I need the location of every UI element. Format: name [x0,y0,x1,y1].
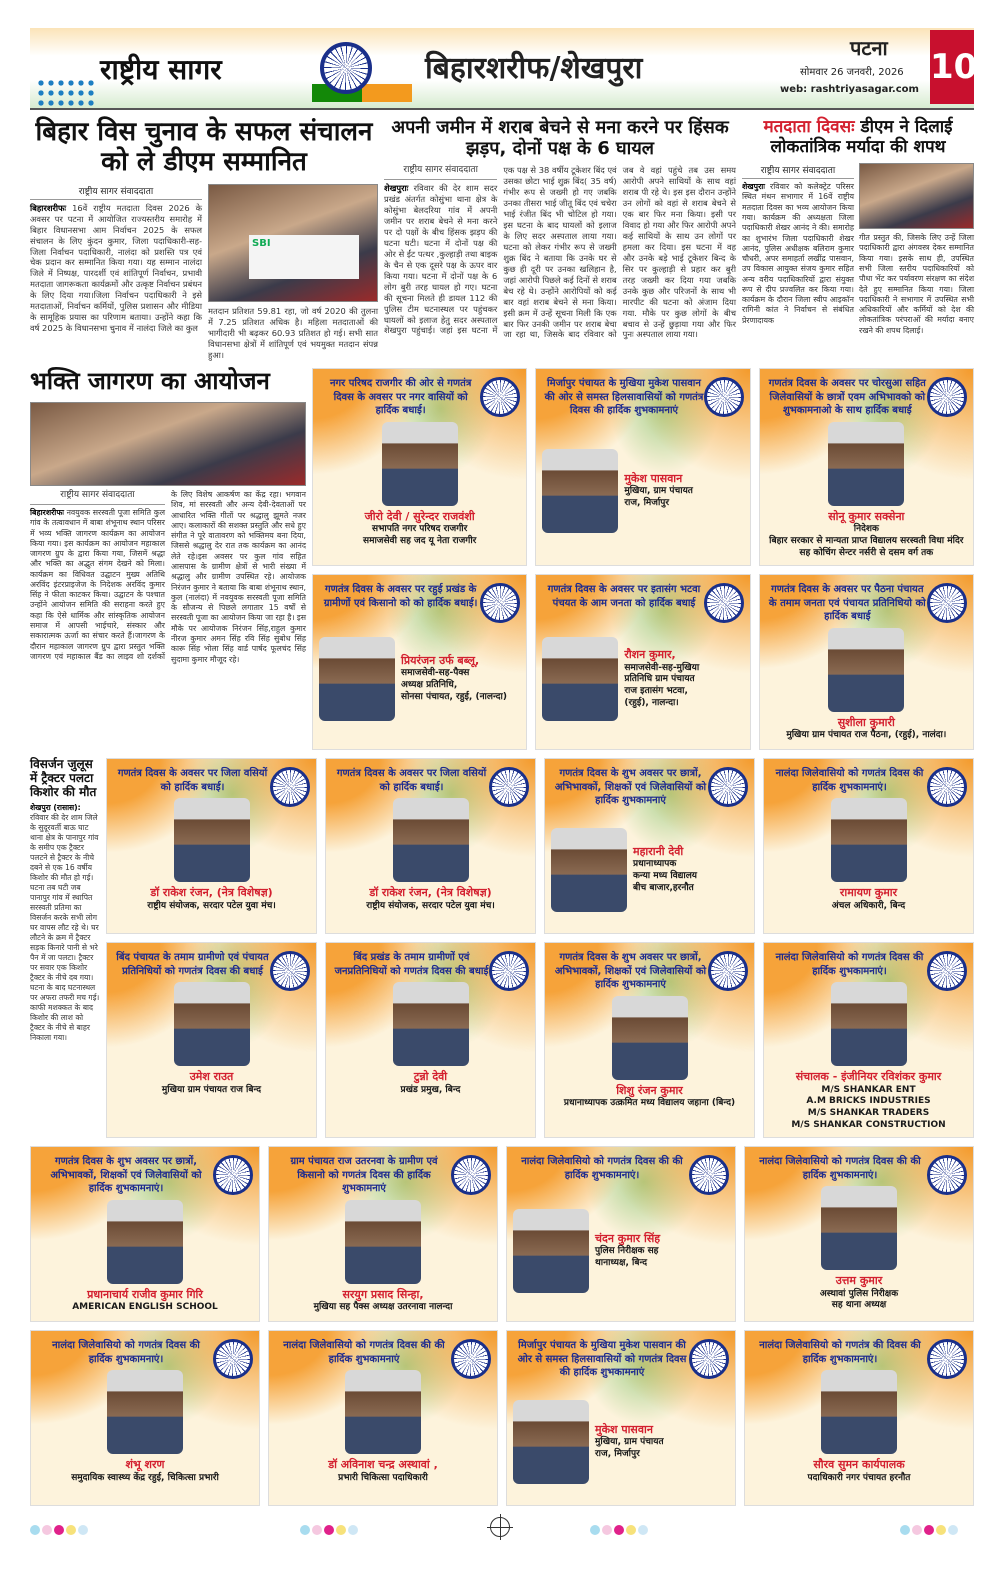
ad-content [766,628,967,744]
designation-line: AMERICAN ENGLISH SCHOOL [72,1302,218,1313]
ad-text [113,886,310,912]
body-text-cont: गीत प्रस्तुत की, जिसके लिए उन्हें जिला पदाधिकारी द्वारा अंगवस्त्र देकर सम्मानित किया गया। इसके साथ ही, उपस्थित सभी जिला स्तरीय पदाधिकारियों को पौधा भेंट कर पर्यावरण संरक्षण का संदेश देते हुए सम्मानित किया गया। जिला पदाधिकारी ने सभागार में उपस्थित सभी अधिकारियों और कर्मियों को देश की लोकतांत्रिक परंपराओं की मर्यादा बनाए रखने की शपथ दिलाई। [859,233,974,335]
ad-person-name: महारानी देवी [633,844,684,858]
section-title: बिहारशरीफ/शेखपुरा [425,51,643,86]
ad-designation [624,663,743,710]
designation-line: बिहार सरकार से मान्यता प्राप्त विद्यालय सरस्वती विधा मंदिर सह कोचिंग सेन्टर नर्सरी से दसम वर्ग तक [769,535,964,558]
designation-line: प्रखंड प्रमुख, बिन्द [400,1084,461,1095]
edition-date: सोमवार 26 जनवरी, 2026 [800,67,904,78]
ad-content [113,798,310,927]
story-voters-day [742,118,974,360]
story-dm-honour [30,118,378,360]
ad-header: गणतंत्र दिवस के अवसर पर चोरसुआ सहित जिलेवासियों के छात्रों एवम अभिभावको को शुभकामनाओ के साथ हार्दिक बधाई [768,378,926,417]
person-photo [107,1200,183,1284]
ad-designation [332,901,529,913]
color-dot [324,1525,334,1535]
designation-line: M/S SHANKAR ENT [821,1084,916,1095]
dateline: बिहारशरीफः [30,202,67,213]
ad-header: गणतंत्र दिवस के अवसर पर जिला वसियों को हार्दिक बधाई। [117,768,268,793]
ad-content [551,996,748,1132]
ad-text [595,1232,729,1270]
designation-line: (रहुई), नालन्दा। [624,697,679,708]
story-liquor-clash [384,118,736,360]
masthead [30,28,978,110]
person-photo [393,982,469,1066]
color-dot [936,1525,946,1535]
ad-header: ग्राम पंचायत राज उतरनवा के ग्रामीण एवं किसानो को गणतंत्र दिवस की हार्दिक शुभकामनाएं [290,1156,438,1195]
color-dot [948,1525,958,1535]
ad-person-name: उमेश राउत [189,1070,234,1084]
ad-content [751,1370,967,1499]
bottom-rows [30,1146,974,1506]
byline: राष्ट्रीय सागर संवाददाता [742,163,854,179]
greeting-ad [759,368,974,566]
color-dot [30,1525,40,1535]
person-photo [828,628,904,712]
designation-line: मुखिया ग्राम पंचायत राज पैठना, (रहुई), नालंदा। [786,730,947,741]
color-dot [900,1525,910,1535]
designation-line: राज, मिर्जापुर [624,497,670,508]
ad-text [624,472,743,510]
ad-header: गणतंत्र दिवस के शुभ अवसर पर छात्रों, अभिभावकों, शिक्षकों एवं जिलेवासियों को हार्दिक शुभकामनाएं। [50,1156,202,1195]
greeting-ad [544,758,755,934]
greeting-ad [535,574,750,750]
cheque: SBI [249,235,359,279]
ad-designation [319,524,520,547]
ad-content [332,982,529,1131]
ad-person-name: प्रधानाचार्य राजीव कुमार गिरि [87,1287,203,1301]
person-photo [174,982,250,1066]
color-dot [602,1525,612,1535]
ad-header: बिंद पंचायत के तमाम ग्रामीणो एवं पंचायत प्रतिनिधियों को गणतंत्र दिवस की बधाई [116,952,269,977]
ad-content [766,422,967,559]
ad-header: नालंदा जिलेवासियो को गणतंत्र दिवस की की हार्दिक शुभकामनाएं [283,1340,445,1365]
designation-line: मुखिया, ग्राम पंचायत [624,486,693,497]
ad-header: नालंदा जिलेवासियो को गणतंत्र दिवस की हार्दिक शुभकामनाएं। [775,952,924,977]
ad-text [770,886,967,912]
designation-line: अध्यक्ष प्रतिनिधि, [401,680,458,691]
ad-content [332,798,529,927]
ad-designation [332,1085,529,1097]
designation-line: राज इतासंग भटवा, [624,685,688,696]
greeting-ad [535,368,750,566]
person-photo [821,1370,897,1454]
ad-person-name: रामायण कुमार [839,886,898,900]
ad-designation [113,1085,310,1097]
ad-text [37,1458,253,1484]
greeting-ad [759,574,974,750]
website-link[interactable]: web: rashtriyasagar.com [780,84,919,95]
ad-content [319,422,520,559]
story-bhakti-jagran [30,368,306,750]
ad-text [275,1458,491,1484]
body-text: रविवार की देर शाम जिले के सुदूरवर्ती बाऊ घाट थाना क्षेत्र के पानापुर गांव के समीप एक ट्रैक्टर पलटने से ट्रैक्टर के नीचे दबने से एक 16 वर्षीय किशोर की मौत हो गई। घटना तब घटी जब पानापुर गांव में स्थापित सरस्वती प्रतिमा का विसर्जन करके सभी लोग घर वापस लौट रहे थे। घर लौटने के क्रम में ट्रैक्टर सड़क किनारे पानी से भरे पैन में जा पलटा। ट्रैक्टर पर सवार एक किशोर ट्रैक्टर के नीचे दब गया। घटना के बाद घटनास्थल पर अफरा तफरी मच गई। काफी मशक्कत के बाद किशोर की लाश को ट्रैक्टर के नीचे से बाहर निकाला गया। [30,812,100,1043]
ad-text [319,510,520,548]
greeting-ad [325,758,536,934]
designation-line: समाजसेवी सह जद यू नेता राजगीर [363,535,477,546]
ad-text [401,654,520,703]
person-photo [319,637,395,721]
ad-person-name: रौशन कुमार, [624,648,676,662]
ad-text [275,1288,491,1314]
designation-line: मुखिया ग्राम पंचायत राज बिन्द [161,1084,262,1095]
ad-header: नगर परिषद राजगीर की ओर से गणतंत्र दिवस के अवसर पर नगर वासियों को हार्दिक बधाई। [329,378,472,417]
ad-text [551,1084,748,1110]
greeting-ad [268,1330,498,1506]
ad-person-name: सरयुग प्रसाद सिन्हा, [342,1287,424,1301]
person-photo [513,1209,589,1293]
greeting-ad [325,942,536,1138]
story-tractor [30,758,100,1138]
ad-header: गणतंत्र दिवस के अवसर पर रहुई प्रखंड के ग्रामीणों एवं किसानो को को हार्दिक बधाई। [323,584,478,609]
dateline: शेखपुराः [742,182,765,192]
ad-content [542,614,743,743]
ad-content [319,614,520,743]
ad-content [513,1384,729,1500]
ad-content [275,1370,491,1499]
person-photo [831,798,907,882]
person-photo [513,1400,589,1484]
ad-designation [275,1473,491,1485]
greeting-ad [106,758,317,934]
dateline: बिहारशरीफः [30,507,64,517]
body-text: 16वें राष्ट्रीय मतदाता दिवस 2026 के अवसर पर पटना में आयोजित राज्यस्तरीय समारोह में बिहार विधानसभा आम निर्वाचन 2025 के सफल संचालन के लिए कुंदन कुमार, जिला पदाधिकारी-सह-जिला निर्वाचन पदाधिकारी, नालंदा को प्रशस्ति पत्र एवं चेक प्रदान कर सम्मानित किया गया। यह सम्मान नालंदा जिले में निष्पक्ष, पारदर्शी एवं शांतिपूर्ण निर्वाचन, प्रभावी मतदाता जागरूकता कार्यक्रमों और उत्कृष्ट निर्वाचन प्रबंधन के लिए दिया गया।जिला निर्वाचन पदाधिकारी ने इसे मतदाताओं, निर्वाचन कर्मियों, पुलिस प्रशासन और मीडिया के सामूहिक प्रयास का परिणाम बताया। उन्होंने कहा कि वर्ष 2025 के विधानसभा चुनाव में नालंदा जिले का कुल [30,202,202,334]
dateline: शेखपुरा (रासास): [30,802,81,812]
designation-line: पुलिस निरीक्षक सह [595,1246,659,1257]
ad-header: नालंदा जिलेवासियो को गणतंत्र दिवस की की हार्दिक शुभकामनाएं। [521,1156,683,1181]
ad-designation [551,1098,748,1110]
designation-line: मुखिया, ग्राम पंचायत [595,1437,664,1448]
ad-designation [37,1473,253,1485]
ad-text [332,886,529,912]
person-photo [542,449,618,533]
designation-line: थानाध्यक्ष, बिन्द [595,1258,648,1269]
event-photo [30,402,306,486]
greeting-ad [30,1330,260,1506]
greeting-ads-grid [30,1146,974,1506]
ad-header: नालंदा जिलेवासियो को गणतंत्र दिवस की हार्दिक शुभकामनाएं। [52,1340,200,1365]
ad-designation [624,486,743,509]
designation-line: राष्ट्रीय संयोजक, सरदार पटेल युवा मंच। [147,900,276,911]
ad-content [551,812,748,928]
third-row [30,758,974,1138]
designation-line: मुखिया सह पैक्स अध्यक्ष उतरनावा नालन्दा [313,1302,453,1313]
ad-content [770,982,967,1131]
ad-person-name: सुशीला कुमारी [837,715,895,729]
ad-text [113,1070,310,1096]
headline-kicker: मतदाता दिवसः [763,117,855,137]
person-photo [107,1370,183,1454]
headline: बिहार विस चुनाव के सफल संचालन को ले डीएम सम्मानित [35,117,373,177]
ad-text [766,716,967,742]
ad-header: नालंदा जिलेवासियो को गणतंत्र की दिवस की हार्दिक शुभकामनाएं। [759,1340,921,1365]
color-dot [590,1525,600,1535]
greeting-ad [744,1330,974,1506]
greeting-ad [312,368,527,566]
person-photo [828,422,904,506]
color-dot [912,1525,922,1535]
ad-text [766,510,967,559]
color-dot [78,1525,88,1535]
designation-line: राज, मिर्जापुर [595,1448,640,1459]
greeting-ad [744,1146,974,1322]
ad-text [332,1070,529,1096]
color-dot [312,1525,322,1535]
designation-line: M/S SHANKAR CONSTRUCTION [791,1119,946,1130]
color-dot [336,1525,346,1535]
designation-line: M/S SHANKAR TRADERS [807,1108,930,1118]
designation-line: प्रभारी चिकित्सा पदाधिकारी [338,1472,428,1483]
ad-content [113,982,310,1131]
designation-line: प्रधानाध्यापक [633,859,677,870]
designation-line: पदाधिकारी नगर पंचायत हरनौत [807,1472,911,1483]
ad-header: गणतंत्र दिवस के अवसर पर पैठना पंचायत के तमाम जनता एवं पंचायत प्रतिनिधियो को हार्दिक बधाई [768,584,926,623]
ad-designation [751,1289,967,1312]
ad-header: बिंद प्रखंड के तमाम ग्रामीणों एवं जनप्रतिनिधियों को गणतंत्र दिवस की बधाई [334,952,489,977]
ad-designation [766,730,967,742]
ad-designation [751,1473,967,1485]
ad-person-name: शंभू शरण [125,1458,165,1472]
ad-person-name: डॉ अविनाश चन्द्र अस्थावां , [328,1458,438,1472]
greeting-ad [506,1146,736,1322]
ad-designation [633,859,748,894]
greeting-ad [268,1146,498,1322]
ad-person-name: डॉ राकेश रंजन, (नेत्र विशेषज्ञ) [369,886,492,900]
ad-designation [37,1302,253,1314]
dateline: शेखपुराः [384,183,409,194]
registration-mark-icon [490,1517,510,1537]
person-photo [345,1370,421,1454]
award-photo [208,184,378,302]
ad-text [624,648,743,709]
dot-group [300,1520,360,1539]
body-text: नवयुवक सरस्वती पूजा समिति कुल गांव के तत्वावधान में बाबा शंभूनाथ स्थान परिसर में भव्य भक्ति जागरण कार्यक्रम का आयोजन किया गया। इस कार्यक्रम का आयोजन महाकाल जागरण ग्रुप के द्वारा किया गया, जिसमें श्रद्धा और भक्ति का अद्भुत संगम देखने को मिला।कार्यक्रम का विधिवत उद्घाटन मुख्य अतिथि अरविंद इंटरप्राइजेज के निदेशक अरविंद कुमार सिंह ने फीता काटकर किया। उद्घाटन के पश्चात उन्होंने आयोजन समिति की सराहना करते हुए कहा कि ऐसे धार्मिक और सांस्कृतिक आयोजन समाज में आपसी भाईचारे, संस्कार और सकारात्मक ऊर्जा का संचार करते हैं।जागरण के दौरान महाकाल जागरण ग्रुप द्वारा प्रस्तुत भक्ति जागरण एवं महाकाल बैंड का लाइव शो दर्शकों के लिए विशेष आकर्षण का केंद्र रहा। भगवान शिव, मां सरस्वती और अन्य देवी-देवताओं पर आधारित भक्ति गीतों पर श्रद्धालु झूमते नजर आए। कलाकारों की सशक्त प्रस्तुति और सधे हुए संगीत ने पूरे वातावरण को भक्तिमय बना दिया, जिससे श्रद्धालु देर रात तक कार्यक्रम का आनंद लेते रहे।इस अवसर पर कुल गांव सहित आसपास के ग्रामीण क्षेत्रों से भारी संख्या में श्रद्धालु और ग्रामीण उपस्थित रहे। आयोजक निरंजन कुमार ने बताया कि बाबा शंभूनाथ स्थान, कुल (नालंदा) में नवयुवक सरस्वती पूजा समिति के सौजन्य से पिछले लगातार 15 वर्षों से सरस्वती पूजा का आयोजन किया जा रहा है। इस मौके पर आयोजक निरंजन सिंह,राहुल कुमार नीरज कुमार अमन सिंह रवि सिंह सुबोध सिंह कारू सिंह भोला सिंह वार्ड पार्षद फूलचंद सिंह सुदामा कुमार मौजूद रहे। [30,490,306,664]
ad-content [275,1200,491,1316]
edition-city: पटना [850,36,888,60]
ad-content [37,1370,253,1499]
ad-person-name: टुन्नो देवी [413,1070,448,1084]
ad-person-name: सोनू कुमार सक्सेना [828,509,905,523]
ad-designation [766,524,967,559]
ad-designation [770,901,967,913]
ad-designation [275,1302,491,1314]
person-photo [174,798,250,882]
color-dot [638,1525,648,1535]
ad-header: गणतंत्र दिवस के शुभ अवसर पर छात्रों, अभिभावकों, शिक्षकों एवं जिलेवासियों को हार्दिक शुभकामनाएं [554,768,707,807]
greeting-ad [763,758,974,934]
ad-content [542,422,743,559]
ad-designation [595,1437,729,1460]
ad-header: गणतंत्र दिवस के अवसर पर इतासंग भटवा पंचयत के आम जनता को हार्दिक बधाई [547,584,701,609]
ad-header: गणतंत्र दिवस के अवसर पर जिला वसियों को हार्दिक बधाई। [336,768,487,793]
designation-line: A.M BRICKS INDUSTRIES [806,1096,931,1107]
person-photo [542,637,618,721]
designation-line: सोनसा पंचायत, रहुई, (नालन्दा) [401,691,507,702]
ad-person-name: मुकेश पासवान [624,471,683,485]
ad-person-name: शिशु रंजन कुमार [616,1083,683,1097]
ad-content [37,1200,253,1316]
ad-header: मिर्जापुर पंचायत के मुखिया मुकेश पासवान की ओर से समस्त हिलसावासियों को गणतंत्र दिवस की हार्दिक शुभकामनाएं [544,378,704,417]
ad-designation [770,1085,967,1132]
ad-person-name: डॉ राकेश रंजन, (नेत्र विशेषज्ञ) [150,886,273,900]
ad-text [633,845,748,894]
ad-text [37,1288,253,1314]
ad-content [770,798,967,927]
greeting-ad [544,942,755,1138]
designation-line: प्रधानाध्यापक उत्क्रमित मध्य विद्यालय जहाना (बिन्द) [563,1098,736,1109]
designation-line: प्रतिनिधि ग्राम पंचायत [624,674,695,685]
color-dot [348,1525,358,1535]
greeting-ad [30,1146,260,1322]
ad-person-name: प्रियरंजन उर्फ बब्लू, [401,654,480,668]
designation-line: समाजसेवी-सह-मुखिया [624,662,700,673]
logo-dots-icon [36,78,96,106]
ad-person-name: संचालक - इंजीनियर रविशंकर कुमार [795,1070,942,1084]
color-dot [626,1525,636,1535]
designation-line: बीच बाजार,हरनौत [633,882,694,893]
headline: भक्ति जागरण का आयोजन [30,367,270,396]
ad-person-name: जीरो देवी / सुरेन्दर राजवंशी [364,509,475,523]
person-photo [821,1186,897,1270]
body-text: रविवार को कलेक्ट्रेट परिसर स्थित मंथन सभागार में 16वें राष्ट्रीय मतदाता दिवस का भव्य आयोजन किया गया। कार्यक्रम की अध्यक्षता जिला पदाधिकारी शेखर आनंद ने की। समारोह का शुभारंभ जिला पदाधिकारी शेखर आनंद, पुलिस अधीक्षक बलिराम कुमार चौधरी, अपर समाहर्ता लखींद्र पासवान, उप विकास आयुक्त संजय कुमार सहित अन्य वरीय पदाधिकारियों द्वारा संयुक्त रूप से दीप प्रज्वलित कर किया गया। कार्यक्रम के दौरान जिला स्वीप आइकॉन रागिनी कांत ने निर्वाचन से संबंधित प्रेरणादायक [742,182,854,325]
footer-color-dots [30,1520,974,1534]
greeting-ads-grid [106,758,974,1138]
designation-line: राष्ट्रीय संयोजक, सरदार पटेल युवा मंच। [366,900,495,911]
ad-person-name: उत्तम कुमार [835,1274,883,1288]
ad-header: गणतंत्र दिवस के शुभ अवसर पर छात्रों, अभिभावकों, शिक्षकों एवं जिलेवासियों को हार्दिक शुभकामनाएं [554,952,707,991]
top-stories-row [30,118,974,360]
event-photo [859,163,974,229]
ad-content [751,1186,967,1315]
dot-group [900,1520,960,1539]
designation-line: सह थाना अध्यक्ष [831,1300,887,1311]
ad-text [751,1274,967,1312]
ad-text [770,1070,967,1131]
person-photo [612,996,688,1080]
greeting-ads-grid [312,368,974,750]
person-photo [382,422,458,506]
greeting-ad [506,1330,736,1506]
designation-line: समाजसेवी-सह-पैक्स [401,668,470,679]
dot-group [590,1520,650,1539]
ad-designation [595,1246,729,1269]
byline: राष्ट्रीय सागर संवाददाता [30,184,202,200]
dot-group [30,1520,90,1539]
second-row [30,368,974,750]
color-dot [42,1525,52,1535]
designation-line: अंचल अधिकारी, बिन्द [831,900,906,911]
ad-content [513,1186,729,1315]
ad-designation [401,668,520,703]
byline: राष्ट्रीय सागर संवाददाता [384,165,497,180]
designation-line: अस्थावां पुलिस निरीक्षक [819,1288,899,1299]
greeting-ad [763,942,974,1138]
body-text: रविवार की देर शाम सदर प्रखंड अंतर्गत कोसुंभा थाना क्षेत्र के कोसुंभा बेलदरिया गांव में अपनी जमीन पर शराब बेचने से मना करने पर दो पक्षों के बीच हिंसक झड़प की घटना घटी। घटना में दोनों पक्ष की ओर से ईंट पत्थर ,कुल्हाड़ी तथा बाइक के चैन से एक दूसरे पक्ष के ऊपर वार किया गया। घटना में दोनों पक्ष के 6 लोग बुरी तरह घायल हो गए। घटना की सूचना मिलते ही डायल 112 की पुलिस टीम घटनास्थल पर पहुंचकर घायलों को इलाज हेतु सदर अस्पताल शेखपुरा पहुंचाई। जहां इस घटना में एक पक्ष से 38 वर्षीय टूकेशर बिंद एवं उसका छोटा भाई शुक्र बिंद( 35 वर्ष) गंभीर रूप से जख्मी हो गए जबकि उनका तीसरा भाई जीतू बिंद एवं चचेरा भाई रंजीत बिंद भी चोटिल हो गया। इस घटना के बाद घायलों को इलाज के लिए सदर अस्पताल लाया गया। घटना को लेकर गंभीर रूप से जख्मी शुक्र बिंद ने बताया कि उनके घर से कुछ ही दूरी पर उनका खलिहान है, जहां आरोपी पिछले कई दिनों से शराब बेच रहे थे। उन्होंने आरोपियों को कई बार वहां शराब बेचने से मना किया।इसी क्रम में उन्हें सूचना मिली कि एक बार फिर उनकी जमीन पर शराब बेचा जा रहा था, जिसके बाद रविवार को जब वे वहां पहुंचे तब उस समय आरोपी अपने साथियों के साथ वहां शराब पी रहे थे। इस इस दौरान उन्होंने उन लोगों को वहां से शराब बेचने से एक बार फिर मना किया। इसी पर विवाद हो गया और फिर आरोपी अपने कई साथियों के साथ उन लोगों पर हमला कर दिया। इस घटना में वह और उनके बड़े भाई टूकेशर बिन्द के सिर पर कुल्हाड़ी से प्रहार कर बुरी तरह जख्मी कर दिया गया जबकि उनके कुछ और परिजनों के साथ भी मारपीट की घटना को अंजाम दिया गया. मौके पर कुछ लोगों के बीच बचाव से उन्हें छुड़ाया गया और फिर पुनः अस्पताल लाया गया। [384,165,736,340]
color-dot [54,1525,64,1535]
byline: राष्ट्रीय सागर संवाददाता [30,490,165,505]
designation-line: सभापति नगर परिषद राजगीर [371,524,468,535]
ad-text [751,1458,967,1484]
designation-line: समुदायिक स्वास्थ्य केंद्र रहुई, चिकित्सा प्रभारी [71,1472,219,1483]
designation-line: निदेशक [853,524,879,535]
ad-header: नालंदा जिलेवासियो को गणतंत्र दिवस की हार्दिक शुभकामनाएं। [775,768,924,793]
person-photo [551,828,627,912]
person-photo [831,982,907,1066]
greeting-ad [312,574,527,750]
headline: डीएम ने दिलाई लोकतांत्रिक मर्यादा की शपथ [770,117,953,157]
color-dot [300,1525,310,1535]
ad-designation [113,901,310,913]
ad-text [595,1423,729,1461]
ad-person-name: मुकेश पासवान [595,1422,653,1436]
headline: विसर्जन जुलूस में ट्रैक्टर पलटा किशोर की मौत [30,757,97,799]
ad-header: मिर्जापुर पंचायत के मुखिया मुकेश पासवान की ओर से समस्त हिलसावासियों को गणतंत्र दिवस की हार्दिक शुभकामनाएं [517,1340,687,1379]
designation-line: कन्या मध्य विद्यालय [633,870,698,881]
newspaper-name: राष्ट्रीय सागर [100,53,222,86]
ad-header: नालंदा जिलेवासियो को गणतंत्र दिवस की की हार्दिक शुभकामनाएं। [759,1156,921,1181]
person-photo [393,798,469,882]
page-number: 10 [930,30,974,104]
body-text-cont: मतदान प्रतिशत 59.81 रहा, जो वर्ष 2020 की तुलना में 7.25 प्रतिशत अधिक है। महिला मतदाताओं की भागीदारी भी बढ़कर 60.93 प्रतिशत हो गई। सभी सात विधानसभा क्षेत्रों में शांतिपूर्ण एवं भयमुक्त मतदान संपन्न हुआ। [208,305,378,360]
greeting-ad [106,942,317,1138]
ashoka-chakra-icon [320,42,372,94]
ad-person-name: सौरव सुमन कार्यपालक [813,1458,905,1472]
person-photo [345,1200,421,1284]
color-dot [614,1525,624,1535]
headline: अपनी जमीन में शराब बेचने से मना करने पर हिंसक झड़प, दोनों पक्ष के 6 घायल [391,117,729,159]
ad-person-name: चंदन कुमार सिंह [595,1232,661,1246]
color-dot [66,1525,76,1535]
color-dot [924,1525,934,1535]
